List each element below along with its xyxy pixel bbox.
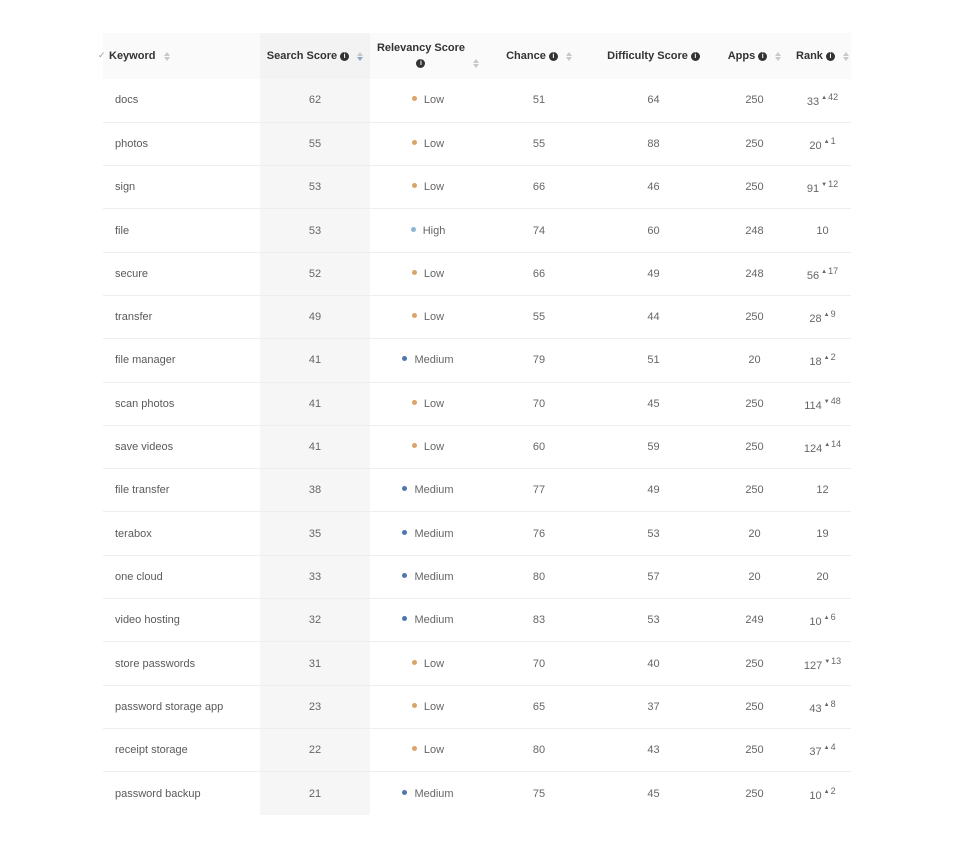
difficulty-cell: 37 <box>647 700 660 713</box>
column-header-rank[interactable] <box>794 33 851 79</box>
column-header-difficulty-score[interactable] <box>592 33 715 79</box>
sort-icon[interactable] <box>775 51 781 62</box>
chance-cell: 55 <box>532 311 546 324</box>
relevancy-label: High <box>422 224 446 237</box>
relevancy-cell <box>370 772 486 815</box>
column-header-label: Search Score <box>266 50 338 62</box>
column-header-label: Difficulty Score <box>607 50 688 62</box>
apps-cell: 248 <box>745 224 764 237</box>
search-score-cell: 38 <box>260 469 370 512</box>
keyword-table <box>98 33 851 815</box>
keyword-cell[interactable]: docs <box>115 94 139 107</box>
trend-up-icon: ▲ <box>824 442 831 449</box>
rank-cell <box>794 425 851 468</box>
chance-cell: 66 <box>532 181 546 194</box>
trend-down-icon: ▼ <box>823 398 830 405</box>
relevancy-dot-icon <box>402 530 407 535</box>
chance-cell: 75 <box>532 787 546 800</box>
apps-cell: 250 <box>745 657 764 670</box>
sort-icon[interactable] <box>843 51 849 62</box>
rank-change: 4 <box>830 742 836 753</box>
sort-icon[interactable] <box>566 51 572 62</box>
apps-cell: 250 <box>745 700 764 713</box>
trend-up-icon: ▲ <box>821 95 828 102</box>
apps-cell: 250 <box>745 311 764 324</box>
relevancy-cell <box>370 252 486 295</box>
rank-value: 10 <box>809 789 822 802</box>
difficulty-cell: 45 <box>647 787 660 800</box>
rank-cell <box>794 555 851 598</box>
rank-value: 124 <box>803 443 823 456</box>
relevancy-dot-icon <box>411 227 416 232</box>
relevancy-label: Low <box>423 137 445 150</box>
info-icon[interactable]: i <box>416 59 425 68</box>
column-header-relevancy-score[interactable] <box>370 33 486 79</box>
relevancy-label: Low <box>423 397 445 410</box>
rank-change: 1 <box>830 135 836 146</box>
column-header-label: Keyword <box>109 50 156 62</box>
rank-value: 56 <box>806 269 820 282</box>
rank-change: 13 <box>831 655 842 666</box>
difficulty-cell: 49 <box>647 267 660 280</box>
rank-change: 42 <box>828 92 839 103</box>
rank-change: 2 <box>830 352 836 363</box>
apps-cell: 248 <box>745 267 764 280</box>
rank-value: 127 <box>803 659 823 672</box>
table-row[interactable] <box>103 122 851 165</box>
apps-cell: 250 <box>745 484 764 497</box>
chance-cell: 60 <box>532 441 546 454</box>
trend-up-icon: ▲ <box>823 788 830 795</box>
relevancy-cell <box>370 599 486 642</box>
rank-change: 17 <box>828 265 839 276</box>
relevancy-label: Low <box>423 441 445 454</box>
rank-cell <box>794 166 851 209</box>
relevancy-label: Low <box>423 94 445 107</box>
difficulty-cell: 60 <box>647 224 660 237</box>
rank-cell <box>794 339 851 382</box>
relevancy-label: Medium <box>414 484 454 497</box>
chance-cell: 70 <box>532 657 546 670</box>
relevancy-dot-icon <box>402 486 407 491</box>
rank-value: 91 <box>806 183 820 196</box>
trend-up-icon: ▲ <box>823 745 830 752</box>
sort-icon[interactable] <box>357 51 363 62</box>
rank-cell <box>794 209 851 252</box>
info-icon[interactable]: i <box>758 52 767 61</box>
relevancy-label: Medium <box>414 354 454 367</box>
rank-value: 19 <box>816 527 829 540</box>
difficulty-cell: 64 <box>647 94 660 107</box>
trend-up-icon: ▲ <box>823 701 830 708</box>
trend-up-icon: ▲ <box>823 312 830 319</box>
search-score-cell: 52 <box>260 252 370 295</box>
keyword-cell[interactable]: transfer <box>115 311 153 324</box>
chance-cell: 80 <box>532 744 546 757</box>
apps-cell: 249 <box>745 614 764 627</box>
apps-cell: 20 <box>748 527 761 540</box>
difficulty-cell: 59 <box>647 441 660 454</box>
relevancy-dot-icon <box>402 616 407 621</box>
difficulty-cell: 57 <box>647 570 660 583</box>
search-score-cell: 35 <box>260 512 370 555</box>
chance-cell: 55 <box>532 137 546 150</box>
apps-cell: 20 <box>748 354 761 367</box>
keyword-cell[interactable]: store passwords <box>115 657 196 670</box>
search-score-cell: 22 <box>260 728 370 771</box>
difficulty-cell: 51 <box>647 354 660 367</box>
relevancy-label: Medium <box>414 787 454 800</box>
apps-cell: 250 <box>745 397 764 410</box>
relevancy-cell <box>370 555 486 598</box>
keyword-cell[interactable]: one cloud <box>115 570 163 583</box>
table-row[interactable] <box>103 469 851 512</box>
relevancy-dot-icon <box>412 313 417 318</box>
relevancy-dot-icon <box>402 356 407 361</box>
search-score-cell: 49 <box>260 295 370 338</box>
chance-cell: 74 <box>532 224 546 237</box>
table-header-row <box>103 33 851 79</box>
column-header-apps[interactable] <box>715 33 794 79</box>
table-row[interactable] <box>103 512 851 555</box>
rank-value: 43 <box>809 702 822 715</box>
relevancy-cell <box>370 728 486 771</box>
relevancy-label: Medium <box>414 570 454 583</box>
search-score-cell: 33 <box>260 555 370 598</box>
info-icon[interactable]: i <box>340 52 349 61</box>
difficulty-cell: 53 <box>647 527 660 540</box>
difficulty-cell: 46 <box>647 181 660 194</box>
rank-change: 9 <box>830 309 836 320</box>
difficulty-cell: 44 <box>647 311 660 324</box>
column-header-keyword[interactable] <box>103 33 260 79</box>
relevancy-dot-icon <box>412 746 417 751</box>
apps-cell: 20 <box>748 570 761 583</box>
rank-cell <box>794 79 851 122</box>
table-row[interactable] <box>103 772 851 815</box>
column-header-label: Relevancy Score <box>376 42 465 54</box>
relevancy-label: Low <box>423 657 445 670</box>
trend-up-icon: ▲ <box>823 138 830 145</box>
trend-up-icon: ▲ <box>821 268 828 275</box>
check-icon: ✓ <box>98 50 106 60</box>
table-row[interactable] <box>103 295 851 338</box>
difficulty-cell: 40 <box>647 657 660 670</box>
table-row[interactable] <box>103 382 851 425</box>
trend-down-icon: ▼ <box>824 658 831 665</box>
relevancy-dot-icon <box>412 96 417 101</box>
relevancy-label: Low <box>423 267 445 280</box>
info-icon[interactable]: i <box>549 52 558 61</box>
keyword-cell[interactable]: video hosting <box>115 614 180 627</box>
apps-cell: 250 <box>745 787 764 800</box>
search-score-cell: 31 <box>260 642 370 685</box>
relevancy-label: Medium <box>414 614 454 627</box>
search-score-cell: 53 <box>260 166 370 209</box>
rank-change: 12 <box>828 179 839 190</box>
relevancy-cell <box>370 295 486 338</box>
rank-value: 28 <box>809 313 822 326</box>
table-row[interactable] <box>103 252 851 295</box>
rank-change: 14 <box>831 439 842 450</box>
table-row[interactable] <box>103 79 851 122</box>
trend-down-icon: ▼ <box>821 182 828 189</box>
difficulty-cell: 43 <box>647 744 660 757</box>
relevancy-dot-icon <box>412 270 417 275</box>
chance-cell: 66 <box>532 267 546 280</box>
relevancy-cell <box>370 382 486 425</box>
table-row[interactable] <box>103 555 851 598</box>
search-score-cell: 55 <box>260 122 370 165</box>
rank-value: 12 <box>816 484 829 497</box>
relevancy-dot-icon <box>412 400 417 405</box>
rank-value: 10 <box>809 616 822 629</box>
search-score-cell: 62 <box>260 79 370 122</box>
chance-cell: 77 <box>532 484 546 497</box>
relevancy-dot-icon <box>412 443 417 448</box>
table-row[interactable] <box>103 209 851 252</box>
rank-cell <box>794 772 851 815</box>
info-icon[interactable]: i <box>691 52 700 61</box>
column-header-label: Apps <box>727 50 756 62</box>
rank-value: 20 <box>816 570 829 583</box>
apps-cell: 250 <box>745 181 764 194</box>
chance-cell: 80 <box>532 570 546 583</box>
keyword-cell[interactable]: password storage app <box>115 700 224 713</box>
chance-cell: 65 <box>532 700 546 713</box>
table-row[interactable] <box>103 425 851 468</box>
keyword-cell[interactable]: password backup <box>115 787 201 800</box>
search-score-cell: 21 <box>260 772 370 815</box>
rank-cell <box>794 382 851 425</box>
relevancy-label: Low <box>423 181 445 194</box>
keyword-cell[interactable]: secure <box>115 267 149 280</box>
chance-cell: 51 <box>532 94 546 107</box>
relevancy-cell <box>370 79 486 122</box>
info-icon[interactable]: i <box>826 52 835 61</box>
relevancy-dot-icon <box>412 703 417 708</box>
difficulty-cell: 45 <box>647 397 660 410</box>
relevancy-cell <box>370 425 486 468</box>
rank-cell <box>794 469 851 512</box>
relevancy-label: Low <box>423 311 445 324</box>
table-row[interactable] <box>103 166 851 209</box>
rank-change: 2 <box>830 785 836 796</box>
rank-value: 37 <box>809 746 822 759</box>
relevancy-dot-icon <box>402 573 407 578</box>
apps-cell: 250 <box>745 94 764 107</box>
table-row[interactable] <box>103 685 851 728</box>
apps-cell: 250 <box>745 137 764 150</box>
relevancy-label: Low <box>423 744 445 757</box>
trend-up-icon: ▲ <box>823 615 830 622</box>
column-header-search-score[interactable] <box>260 33 370 79</box>
keyword-cell[interactable]: receipt storage <box>115 744 188 757</box>
rank-cell <box>794 728 851 771</box>
chance-cell: 70 <box>532 397 546 410</box>
rank-value: 20 <box>809 139 822 152</box>
sort-icon[interactable] <box>473 58 479 69</box>
search-score-cell: 41 <box>260 339 370 382</box>
rank-cell <box>794 512 851 555</box>
table-row[interactable] <box>103 339 851 382</box>
search-score-cell: 41 <box>260 425 370 468</box>
apps-cell: 250 <box>745 441 764 454</box>
chance-cell: 76 <box>532 527 546 540</box>
rank-change: 8 <box>830 698 836 709</box>
keyword-cell[interactable]: photos <box>115 137 149 150</box>
search-score-cell: 41 <box>260 382 370 425</box>
table-row[interactable] <box>103 599 851 642</box>
difficulty-cell: 88 <box>647 137 660 150</box>
rank-cell <box>794 599 851 642</box>
apps-cell: 250 <box>745 744 764 757</box>
column-header-label: Rank <box>796 50 823 62</box>
search-score-cell: 32 <box>260 599 370 642</box>
relevancy-cell <box>370 209 486 252</box>
relevancy-label: Low <box>423 700 445 713</box>
relevancy-label: Medium <box>414 527 454 540</box>
table-row[interactable] <box>103 642 851 685</box>
keyword-cell[interactable]: file <box>115 224 130 237</box>
relevancy-cell <box>370 469 486 512</box>
relevancy-cell <box>370 122 486 165</box>
difficulty-cell: 49 <box>647 484 660 497</box>
rank-cell <box>794 642 851 685</box>
column-header-chance[interactable] <box>486 33 592 79</box>
rank-change: 48 <box>830 395 841 406</box>
column-header-label: Chance <box>506 50 546 62</box>
chance-cell: 79 <box>532 354 546 367</box>
search-score-cell: 23 <box>260 685 370 728</box>
difficulty-cell: 53 <box>647 614 660 627</box>
table-row[interactable] <box>103 728 851 771</box>
rank-value: 10 <box>816 224 829 237</box>
search-score-cell: 53 <box>260 209 370 252</box>
chance-cell: 83 <box>532 614 546 627</box>
rank-value: 33 <box>806 96 820 109</box>
relevancy-dot-icon <box>412 660 417 665</box>
rank-cell <box>794 252 851 295</box>
rank-value: 18 <box>809 356 822 369</box>
relevancy-cell <box>370 685 486 728</box>
keyword-cell[interactable]: save videos <box>115 441 174 454</box>
keyword-cell[interactable]: scan photos <box>115 397 175 410</box>
relevancy-cell <box>370 642 486 685</box>
relevancy-cell <box>370 512 486 555</box>
relevancy-dot-icon <box>412 140 417 145</box>
trend-up-icon: ▲ <box>823 355 830 362</box>
relevancy-cell <box>370 166 486 209</box>
rank-cell <box>794 295 851 338</box>
keyword-cell[interactable]: file transfer <box>115 484 170 497</box>
rank-cell <box>794 685 851 728</box>
rank-value: 114 <box>804 399 822 412</box>
keyword-cell[interactable]: file manager <box>115 354 176 367</box>
rank-change: 6 <box>830 612 836 623</box>
relevancy-dot-icon <box>402 790 407 795</box>
keyword-cell[interactable]: terabox <box>115 527 152 540</box>
sort-icon[interactable] <box>164 51 170 62</box>
relevancy-dot-icon <box>412 183 417 188</box>
rank-cell <box>794 122 851 165</box>
relevancy-cell <box>370 339 486 382</box>
keyword-cell[interactable]: sign <box>115 181 136 194</box>
